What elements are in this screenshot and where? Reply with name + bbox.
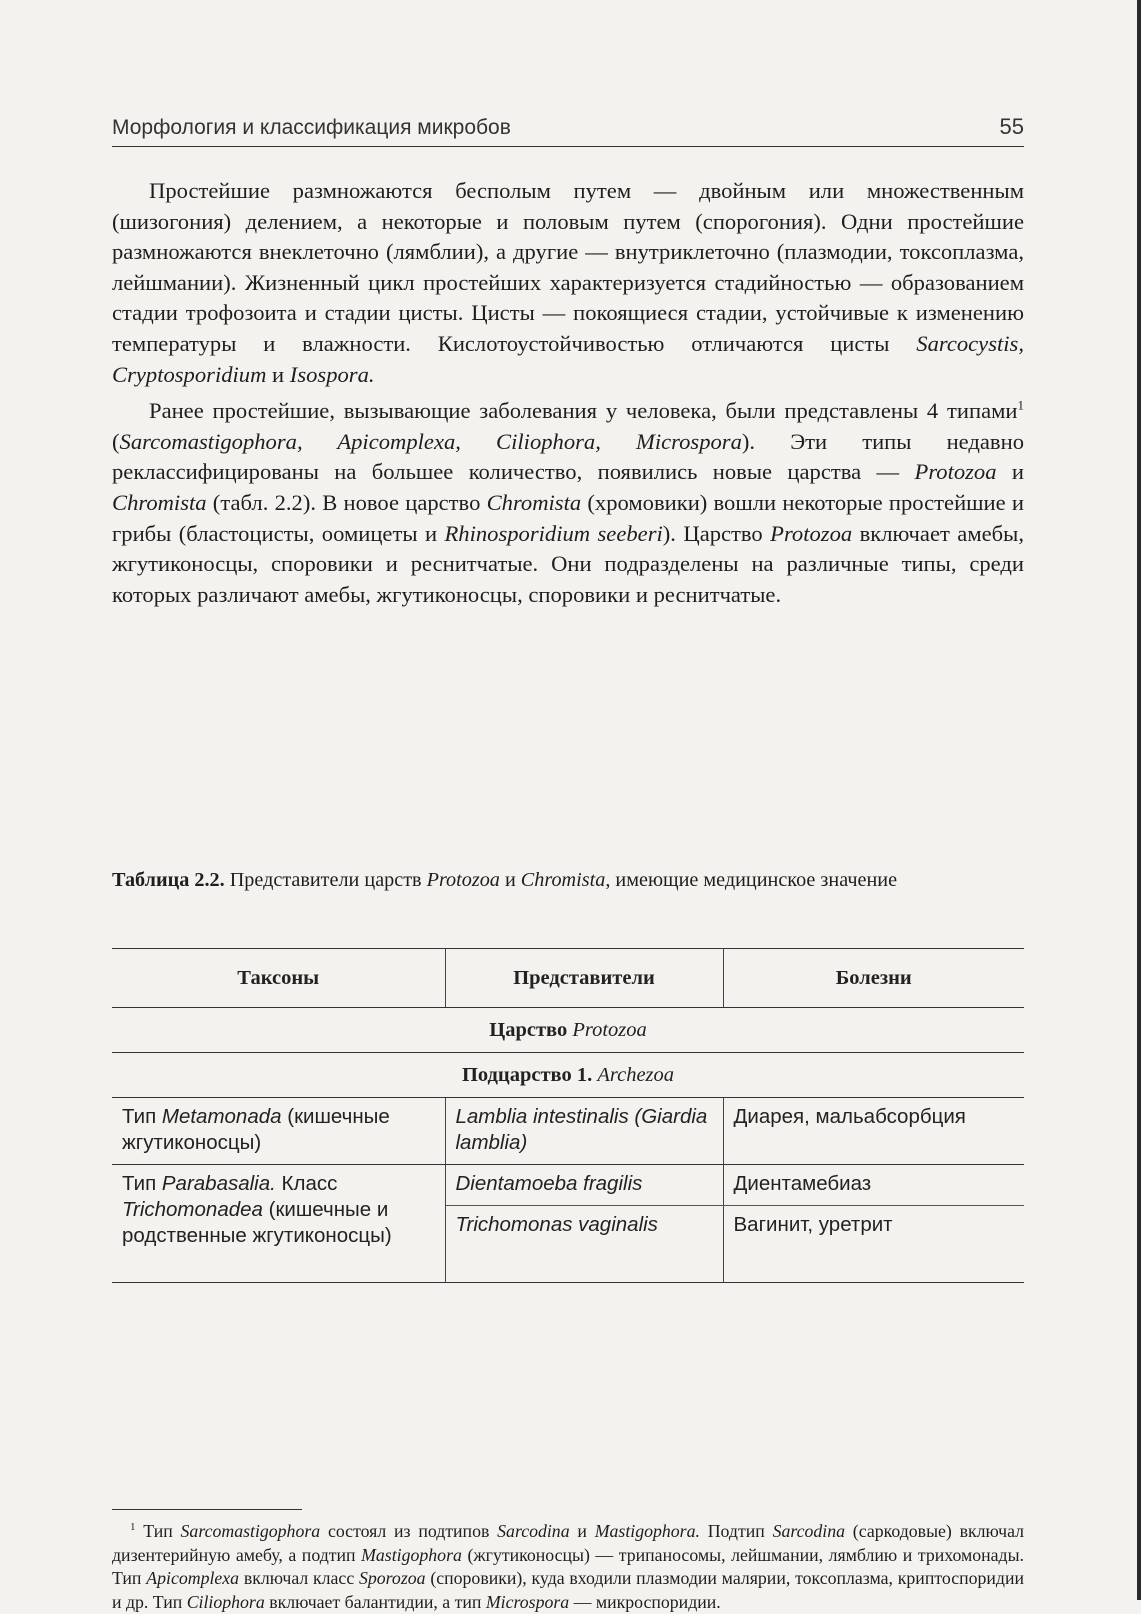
paragraph-classification — [112, 396, 1024, 610]
taxon-class-name: Trichomonadea — [122, 1198, 263, 1221]
kingdom-row — [112, 1008, 1024, 1053]
column-header-diseases: Болезни — [723, 949, 1024, 1008]
caption-italic-protozoa: Protozoa — [426, 869, 500, 891]
taxon-description: (кишечные жгутиконосцы) — [122, 1105, 390, 1154]
p2-italic-chromista: Chromista — [112, 489, 207, 515]
representative-cell: Trichomonas vaginalis — [445, 1206, 723, 1283]
running-header — [112, 112, 1024, 147]
table-row-parabasalia — [112, 1165, 1024, 1206]
kingdom-cell — [112, 1008, 1024, 1053]
caption-italic-chromista: Chromista — [520, 869, 606, 891]
p2-text-4: и — [996, 459, 1025, 485]
fn-italic: Apicomplexa — [146, 1568, 240, 1588]
paragraph-1-conjunction: и — [266, 361, 290, 387]
table-caption — [112, 866, 1024, 894]
caption-text-3: , имеющие медицинское значение — [605, 869, 898, 891]
footnote-number: 1 — [130, 1521, 136, 1534]
representative-cell: Lamblia intestinalis (Giardia lamblia) — [445, 1098, 723, 1165]
subkingdom-prefix: Подцарство 1. — [461, 1064, 598, 1086]
paragraph-reproduction — [112, 176, 1024, 390]
running-title: Морфология и классификация микробов — [112, 116, 511, 139]
p2-text-3: ). Эти типы недавно реклассифицированы на большее количество, появились новые царства — — [112, 428, 1024, 485]
taxon-name: Metamonada — [161, 1105, 282, 1128]
fn-text: и — [569, 1521, 595, 1541]
fn-italic: Sarcodina — [497, 1521, 570, 1541]
fn-italic: Mastigophora. — [594, 1521, 700, 1541]
taxon-description: (кишечные и родственные жгутиконосцы) — [122, 1198, 392, 1247]
kingdom-prefix: Царство — [489, 1019, 573, 1041]
p2-italic-types: Sarcomastigophora, Apicomplexa, Ciliophora, Microspora — [119, 428, 742, 454]
fn-italic: Microspora — [485, 1591, 570, 1612]
kingdom-name: Protozoa — [572, 1019, 647, 1041]
page-edge-shadow — [1137, 0, 1141, 1600]
table-header-row — [112, 949, 1024, 1008]
fn-text: Подтип — [699, 1521, 773, 1541]
disease-cell: Диарея, мальабсорбция — [723, 1098, 1024, 1165]
fn-text: включал класс — [239, 1568, 359, 1588]
taxon-name: Parabasalia. — [161, 1172, 276, 1195]
p2-text-5: (табл. 2.2). В новое царство — [206, 489, 487, 515]
paragraph-1-italic-isospora: Isospora. — [289, 361, 375, 387]
fn-text: включает балантидии, а тип — [264, 1591, 486, 1612]
fn-italic: Sporozoa — [359, 1568, 426, 1588]
p2-text-1: Ранее простейшие, вызывающие заболевания у человека, были представлены 4 типами — [149, 398, 1018, 424]
column-header-representatives: Представители — [445, 949, 723, 1008]
subkingdom-name: Archezoa — [597, 1064, 675, 1086]
representative-cell: Dientamoeba fragilis — [445, 1165, 723, 1206]
disease-cell: Вагинит, уретрит — [723, 1206, 1024, 1283]
main-text — [112, 176, 1024, 610]
p2-text-2: ( — [112, 428, 120, 454]
fn-italic: Ciliophora — [186, 1591, 265, 1612]
p2-italic-rhinosporidium: Rhinosporidium seeberi — [444, 520, 663, 546]
subkingdom-cell — [112, 1053, 1024, 1098]
fn-text: состоял из подтипов — [320, 1521, 498, 1541]
disease-cell: Диентамебиаз — [723, 1165, 1024, 1206]
paragraph-1-text: Простейшие размножаются бесполым путем — двойным или множественным (шизогония) делением, а некоторые и половым путем (спорогония). Одни простейшие размножаются внеклеточно (лямблии), а другие — внутриклеточно (плазмодии, токсоплазма, лейшмании). Жизненный цикл простейших характеризуется стадийностью — образованием стадии трофозоита и стадии цисты. Цисты — покоящиеся стадии, устойчивые к изменению температуры и влажности. Кислотоустойчивостью отличаются цисты — [112, 178, 1024, 356]
taxon-cell — [112, 1098, 445, 1165]
caption-text-1: Представители царств — [224, 869, 427, 891]
p2-italic-chromista-2: Chromista — [486, 489, 582, 515]
subkingdom-row — [112, 1053, 1024, 1098]
page-number: 55 — [999, 114, 1024, 139]
fn-text: (саркодовые) включал дизентерийную амебу, а подтип — [112, 1521, 1024, 1565]
paragraph-1-italic-genera: Sarcocystis, Cryptosporidium — [112, 330, 1024, 387]
fn-italic: Sarcomastigophora — [180, 1521, 321, 1541]
taxon-class-label: Класс — [275, 1172, 338, 1195]
fn-text: (споровики), куда входили плазмодии малярии, токсоплазма, криптоспоридии и др. Тип — [112, 1568, 1024, 1612]
table-row-metamonada — [112, 1098, 1024, 1165]
p2-text-7: ). Царство — [662, 520, 771, 546]
taxa-table — [112, 948, 1024, 1283]
table-caption-label: Таблица 2.2. — [112, 869, 225, 891]
p2-italic-protozoa: Protozoa — [914, 459, 997, 485]
fn-text: — микроспоридии. — [569, 1591, 721, 1612]
p2-italic-protozoa-2: Protozoa — [770, 520, 853, 546]
taxon-prefix: Тип — [122, 1172, 162, 1195]
footnote-marker[interactable]: 1 — [1017, 397, 1024, 413]
p2-text-8: включает амебы, жгутиконосцы, споровики и реснитчатые. Они подразделены на различные типы, среди которых различают амебы, жгутиконосцы, споровики и реснитчатые. — [112, 520, 1024, 607]
fn-italic: Mastigophora — [361, 1544, 462, 1565]
fn-text: Тип — [135, 1521, 181, 1541]
taxon-cell — [112, 1165, 445, 1283]
taxon-prefix: Тип — [122, 1105, 162, 1128]
fn-italic: Sarcodina — [772, 1521, 846, 1541]
caption-text-2: и — [499, 869, 521, 891]
p2-text-6: (хромовики) вошли некоторые простейшие и грибы (бластоцисты, оомицеты и — [112, 489, 1024, 546]
fn-text: (жгутиконосцы) — трипаносомы, лейшмании, лямблию и трихомонады. Тип — [112, 1544, 1024, 1588]
footnote-divider — [112, 1509, 302, 1510]
column-header-taxa: Таксоны — [112, 949, 445, 1008]
